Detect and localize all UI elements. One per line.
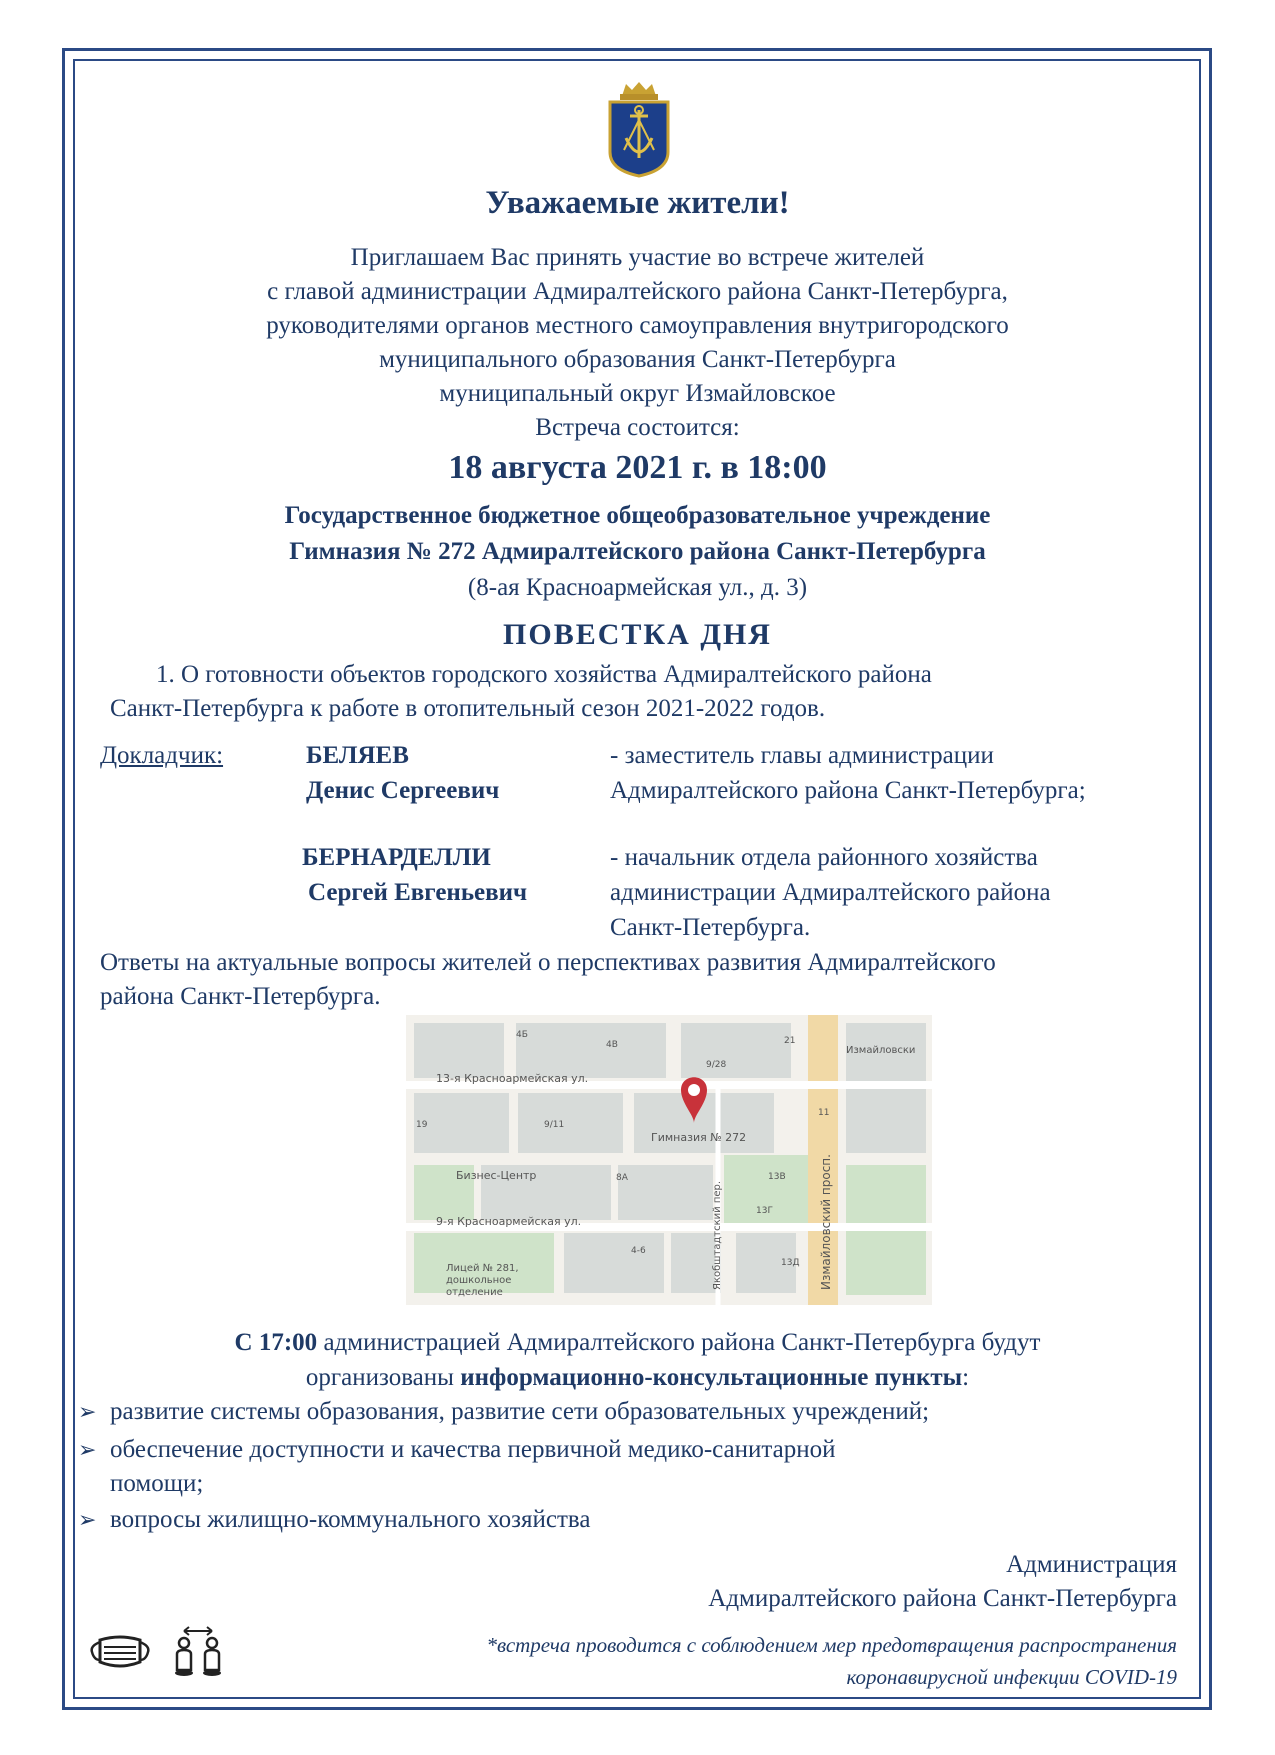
consult-points: информационно-консультационные пункты (460, 1364, 963, 1391)
consult-line-1-text: администрацией Адмиралтейского района Санкт-Петербурга будут (317, 1329, 1041, 1356)
map-label-13g: 13Г (756, 1206, 773, 1216)
answers-line-1: Ответы на актуальные вопросы жителей о перспективах развития Адмиралтейского (100, 949, 996, 976)
bullet-text-2-cont: помощи; (110, 1470, 204, 1497)
map-label-21: 21 (784, 1036, 796, 1046)
consult-line-1 (0, 1329, 1275, 1357)
map-label-911: 9/11 (544, 1120, 565, 1130)
invitation-line-5: муниципальный округ Измайловское (439, 380, 836, 407)
map-label-13d: 13Д (781, 1258, 800, 1268)
speaker-2-role-2: администрации Адмиралтейского района (610, 879, 1051, 906)
map-label-business: Бизнес-Центр (456, 1169, 537, 1182)
speaker-label: Докладчик: (100, 742, 224, 769)
map-label-19: 19 (416, 1120, 428, 1130)
bullet-text-3: вопросы жилищно-коммунального хозяйства (110, 1506, 591, 1533)
bullet-text-2: обеспечение доступности и качества первичной медико-санитарной (110, 1436, 836, 1463)
page-title: Уважаемые жители! (485, 185, 790, 221)
invitation-line-6: Встреча состоится: (535, 414, 740, 441)
event-organization-2: Гимназия № 272 Адмиралтейского района Санкт-Петербурга (289, 538, 986, 565)
agenda-heading: ПОВЕСТКА ДНЯ (503, 618, 772, 651)
event-organization-1: Государственное бюджетное общеобразовательное учреждение (284, 502, 991, 529)
event-date: 18 августа 2021 г. в 18:00 (448, 449, 827, 486)
footnote-line-2: коронавирусной инфекции COVID-19 (846, 1665, 1177, 1689)
map-label-4v: 4В (606, 1040, 618, 1050)
map-label-lyceum-2: дошкольное (446, 1275, 512, 1286)
invitation-line-2: с главой администрации Адмиралтейского района Санкт-Петербурга, (267, 278, 1008, 305)
location-map (406, 1015, 932, 1305)
signature-line-2: Адмиралтейского района Санкт-Петербурга (708, 1585, 1177, 1612)
face-mask-icon (88, 1634, 152, 1670)
map-label-gymnasium: Гимназия № 272 (651, 1131, 747, 1144)
map-label-prospect: Измайловский просп. (819, 1154, 833, 1290)
consult-line-2-start: организованы (305, 1364, 461, 1391)
map-label-46: 4-6 (631, 1246, 646, 1256)
bullet-item-2 (78, 1436, 836, 1464)
invitation-line-4: муниципального образования Санкт-Петербурга (379, 346, 896, 373)
speaker-2-surname: БЕРНАРДЕЛЛИ (302, 844, 491, 871)
map-label-13v: 13В (768, 1172, 786, 1182)
map-label-lane: Якобштадтский пер. (712, 1180, 723, 1290)
signature-line-1: Администрация (1006, 1551, 1177, 1578)
consult-line-2 (0, 1364, 1275, 1392)
map-label-lyceum-3: отделение (446, 1287, 503, 1298)
social-distance-icon (170, 1626, 226, 1678)
speaker-1-role-1: - заместитель главы администрации (610, 742, 994, 769)
speaker-1-role-2: Адмиралтейского района Санкт-Петербурга; (610, 777, 1086, 804)
speaker-2-name: Сергей Евгеньевич (308, 879, 528, 906)
map-label-street-9: 9-я Красноармейская ул. (436, 1215, 582, 1228)
map-label-928: 9/28 (706, 1060, 727, 1070)
map-label-izm: Измайловски (846, 1045, 916, 1056)
arrow-bullet-icon: ➢ (78, 1507, 97, 1532)
arrow-bullet-icon: ➢ (78, 1437, 97, 1462)
footnote-line-1: *встреча проводится с соблюдением мер предотвращения распространения (486, 1633, 1177, 1657)
map-label-street-13: 13-я Красноармейская ул. (436, 1072, 589, 1085)
speaker-2-role-3: Санкт-Петербурга. (610, 914, 811, 941)
bullet-text-1: развитие системы образования, развитие сети образовательных учреждений; (110, 1398, 930, 1425)
answers-line-2: района Санкт-Петербурга. (100, 983, 381, 1010)
map-label-11: 11 (818, 1108, 830, 1118)
speaker-1-surname: БЕЛЯЕВ (306, 742, 409, 769)
speaker-1-name: Денис Сергеевич (306, 777, 500, 804)
event-address: (8-ая Красноармейская ул., д. 3) (467, 574, 808, 601)
invitation-line-3: руководителями органов местного самоуправления внутригородского (266, 312, 1009, 339)
map-label-8a: 8А (616, 1173, 628, 1183)
invitation-line-1: Приглашаем Вас принять участие во встрече жителей (350, 244, 925, 271)
bullet-item-1 (78, 1398, 929, 1426)
arrow-bullet-icon: ➢ (78, 1399, 97, 1424)
agenda-item-1-line-1: 1. О готовности объектов городского хозяйства Адмиралтейского района (156, 661, 932, 688)
consult-time: С 17:00 (234, 1329, 318, 1356)
map-label-lyceum-1: Лицей № 281, (446, 1263, 519, 1274)
bullet-item-3 (78, 1506, 591, 1534)
speaker-2-role-1: - начальник отдела районного хозяйства (610, 844, 1038, 871)
district-crest-icon (604, 80, 674, 178)
map-label-4b: 4Б (516, 1030, 528, 1040)
agenda-item-1-line-2: Санкт-Петербурга к работе в отопительный сезон 2021-2022 годов. (110, 695, 826, 722)
consult-line-2-end: : (962, 1364, 970, 1391)
